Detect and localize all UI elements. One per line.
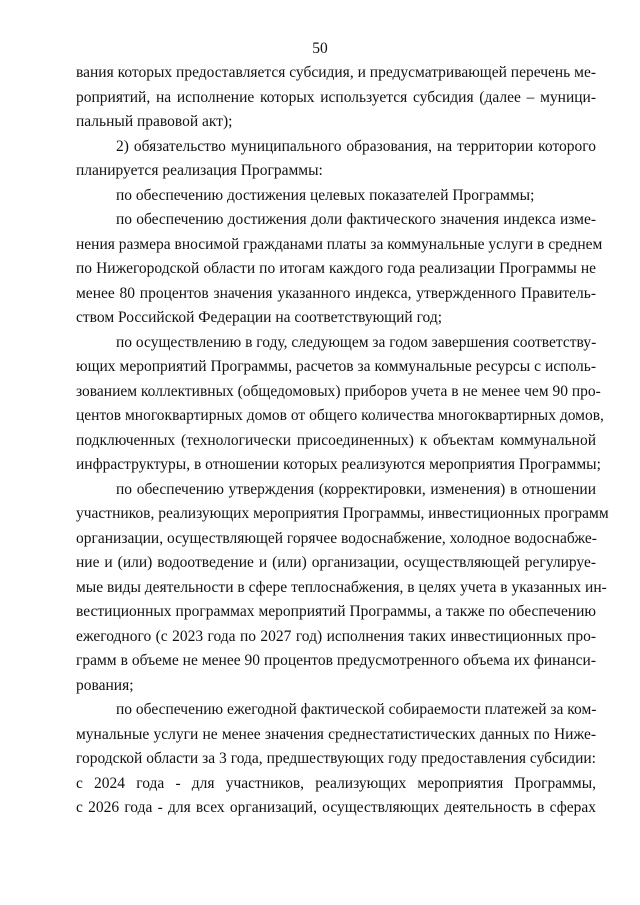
text-line: по обеспечению достижения целевых показателей Программы;: [116, 186, 535, 204]
document-body: [76, 61, 609, 821]
text-line: по осуществлению в году, следующем за годом завершения соответству-: [116, 333, 597, 351]
text-line: участников, реализующих мероприятия Программы, инвестиционных программ: [76, 505, 609, 522]
text-line: с 2024 года - для участников, реализующих мероприятия Программы,: [76, 774, 596, 792]
text-line: вания которых предоставляется субсидия, и предусматривающей перечень ме-: [76, 64, 596, 81]
text-line: по Нижегородской области по итогам каждого года реализации Программы не: [76, 260, 596, 277]
text-line: мые виды деятельности в сфере теплоснабжения, в целях учета в указанных ин-: [76, 578, 607, 596]
text-line: с 2026 года - для всех организаций, осуществляющих деятельность в сферах: [76, 799, 596, 816]
text-line: по обеспечению утверждения (корректировки, изменения) в отношении: [116, 480, 596, 498]
text-line: организации, осуществляющей горячее водоснабжение, холодное водоснабже-: [76, 529, 597, 547]
text-line: менее 80 процентов значения указанного индекса, утвержденного Правитель-: [76, 284, 596, 302]
text-line: зованием коллективных (общедомовых) приборов учета в не менее чем 90 про-: [76, 382, 601, 400]
text-line: ющих мероприятий Программы, расчетов за коммунальные ресурсы с исполь-: [76, 358, 596, 375]
text-line: подключенных (технологически присоединенных) к объектам коммунальной: [76, 431, 596, 449]
text-line: рования;: [76, 676, 134, 694]
text-line: 2) обязательство муниципального образования, на территории которого: [116, 137, 596, 155]
text-line: ние и (или) водоотведение и (или) организации, осуществляющей регулируе-: [76, 554, 596, 571]
text-line: по обеспечению достижения доли фактического значения индекса изме-: [116, 211, 596, 228]
text-line: городской области за 3 года, предшествующих году предоставления субсидии:: [76, 750, 596, 767]
text-line: грамм в объеме не менее 90 процентов предусмотренного объема их финанси-: [76, 652, 596, 669]
text-line: центов многоквартирных домов от общего количества многоквартирных домов,: [76, 407, 604, 424]
text-line: нения размера вносимой гражданами платы за коммунальные услуги в среднем: [76, 235, 603, 253]
text-line: планируется реализация Программы:: [76, 162, 323, 179]
page-number: 50: [312, 40, 328, 57]
text-line: инфраструктуры, в отношении которых реализуются мероприятия Программы;: [76, 456, 601, 473]
text-line: ежегодного (с 2023 года по 2027 год) исполнения таких инвестиционных про-: [76, 627, 596, 645]
text-line: ством Российской Федерации на соответствующий год;: [76, 309, 443, 326]
text-line: вестиционных программах мероприятий Программы, а также по обеспечению: [76, 603, 596, 620]
text-line: роприятий, на исполнение которых используется субсидия (далее – муници-: [76, 88, 596, 106]
text-line: по обеспечению ежегодной фактической собираемости платежей за ком-: [116, 701, 597, 718]
text-line: мунальные услуги не менее значения среднестатистических данных по Ниже-: [76, 725, 596, 743]
text-line: пальный правовой акт);: [76, 113, 233, 130]
